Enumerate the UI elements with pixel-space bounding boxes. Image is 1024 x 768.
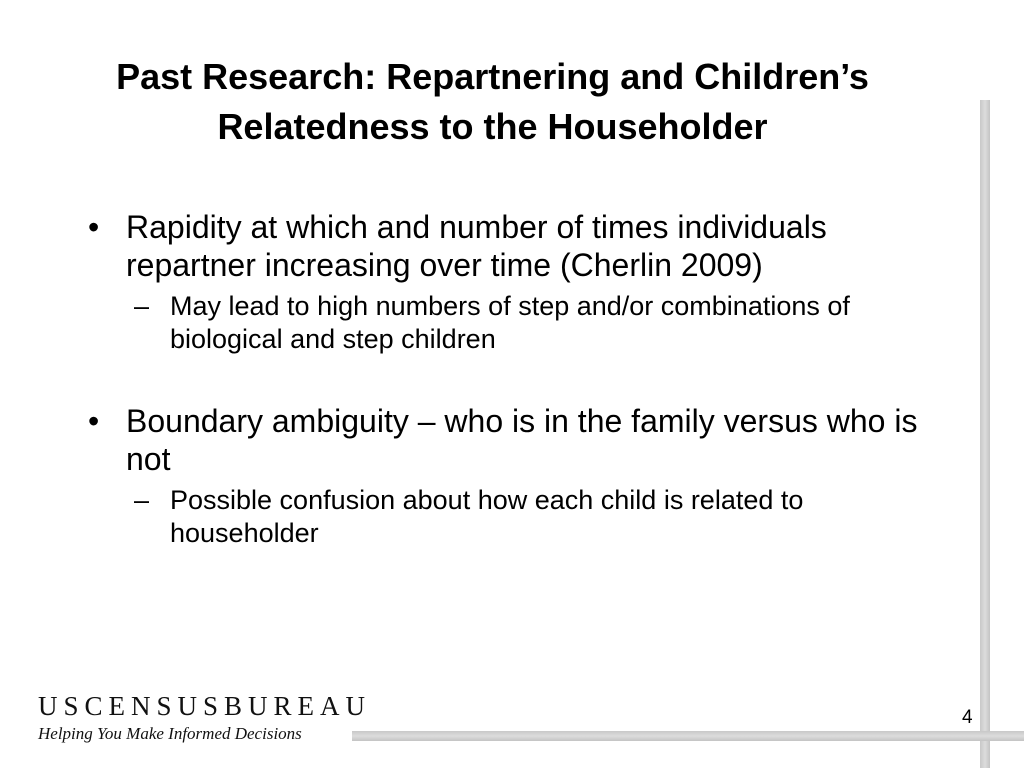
page-number: 4: [962, 707, 973, 728]
logo-tagline: Helping You Make Informed Decisions: [38, 724, 302, 743]
slide-title: [0, 52, 985, 152]
sub-bullet-text-1: May lead to high numbers of step and/or combinations of biological and step children: [170, 291, 850, 354]
decorative-horizontal-bar: [352, 731, 1024, 741]
bullet-text-1: Rapidity at which and number of times individuals repartner increasing over time (Cherlin 2009): [126, 209, 827, 283]
sub-bullet-item-1: [134, 290, 958, 356]
slide-title-line-2: Relatedness to the Householder: [217, 106, 768, 147]
slide-title-line-1: Past Research: Repartnering and Children’s: [116, 56, 869, 97]
bullet-text-2: Boundary ambiguity – who is in the family versus who is not: [126, 403, 918, 477]
sub-bullet-marker: –: [134, 485, 150, 515]
spacer: [88, 356, 958, 402]
bullet-item-1: [88, 208, 958, 284]
sub-bullet-text-2: Possible confusion about how each child is related to householder: [170, 485, 804, 548]
sub-bullet-marker: –: [134, 291, 150, 321]
logo-name: USCENSUSBUREAU: [38, 691, 372, 721]
bullet-marker: •: [88, 209, 100, 245]
decorative-vertical-bar: [980, 100, 990, 768]
slide-content: [88, 208, 958, 550]
bullet-marker: •: [88, 403, 100, 439]
census-bureau-logo: [38, 690, 371, 746]
sub-bullet-item-2: [134, 484, 958, 550]
bullet-item-2: [88, 402, 958, 478]
